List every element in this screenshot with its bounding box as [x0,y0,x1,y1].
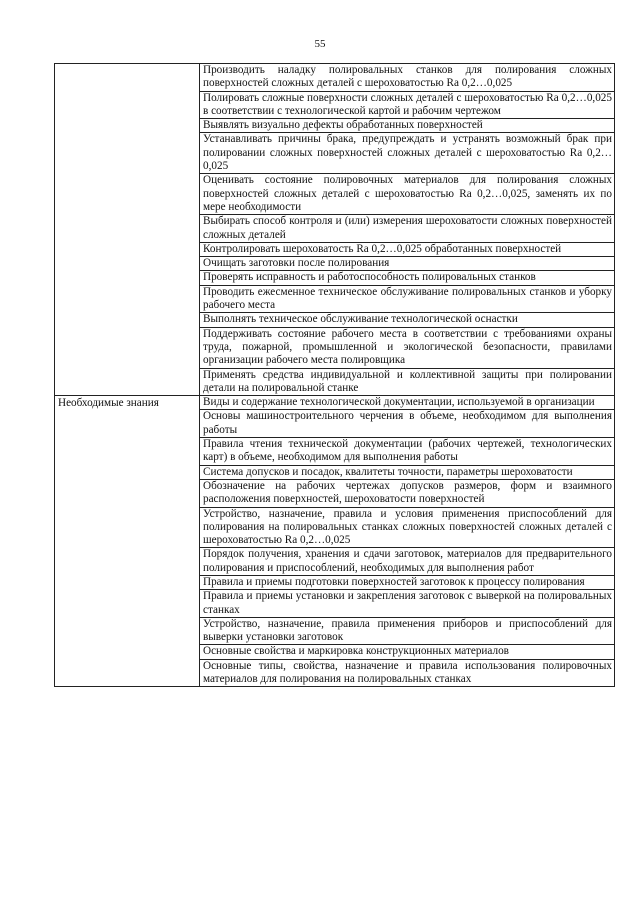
knowledge-item: Основные типы, свойства, назначение и правила использования полировочных материалов для полирования на полировальных станках [200,659,615,687]
skill-item: Устанавливать причины брака, предупреждать и устранять возможный брак при полировании сложных поверхностей сложных деталей с шероховатостью Ra 0,2…0,025 [200,133,615,174]
knowledge-item: Обозначение на рабочих чертежах допусков размеров, форм и взаимного расположения поверхностей, шероховатости поверхностей [200,479,615,507]
page-number: 55 [314,38,326,50]
skill-item: Выполнять техническое обслуживание технологической оснастки [200,313,615,327]
skill-item: Поддерживать состояние рабочего места в соответствии с требованиями охраны труда, пожарной, промышленной и экологической безопасности, правилами организации рабочего места полировщика [200,327,615,368]
knowledge-item: Правила и приемы подготовки поверхностей заготовок к процессу полирования [200,575,615,589]
skill-item: Проверять исправность и работоспособность полировальных станков [200,271,615,285]
knowledge-item: Правила чтения технической документации (рабочих чертежей, технологических карт) в объеме, необходимом для выполнения работы [200,438,615,466]
knowledge-item: Устройство, назначение, правила применения приборов и приспособлений для выверки установки заготовок [200,617,615,645]
skill-item: Выявлять визуально дефекты обработанных поверхностей [200,119,615,133]
skill-item: Оценивать состояние полировочных материалов для полирования сложных поверхностей сложных деталей с шероховатостью Ra 0,2…0,025, заменять их по мере необходимости [200,174,615,215]
knowledge-item: Основы машиностроительного черчения в объеме, необходимом для выполнения работы [200,410,615,438]
skill-item: Очищать заготовки после полирования [200,257,615,271]
knowledge-label: Необходимые знания [58,397,159,410]
table-row [55,64,615,92]
knowledge-item: Правила и приемы установки и закрепления заготовок с выверкой на полировальных станках [200,590,615,618]
knowledge-label-cell [55,396,200,687]
knowledge-item: Основные свойства и маркировка конструкционных материалов [200,645,615,659]
skill-item: Выбирать способ контроля и (или) измерения шероховатости сложных поверхностей сложных деталей [200,215,615,243]
knowledge-item: Система допусков и посадок, квалитеты точности, параметры шероховатости [200,465,615,479]
skill-item: Применять средства индивидуальной и коллективной защиты при полировании детали на полировальной станке [200,368,615,396]
knowledge-item: Порядок получения, хранения и сдачи заготовок, материалов для предварительного полирования и приспособлений, необходимых для выполнения работ [200,548,615,576]
labor-functions-table [54,63,615,687]
skill-item: Производить наладку полировальных станков для полирования сложных поверхностей сложных деталей с шероховатостью Ra 0,2…0,025 [200,64,615,92]
table-row [55,396,615,410]
knowledge-item: Устройство, назначение, правила и условия применения приспособлений для полирования на полировальных станках сложных поверхностей сложных деталей с шероховатостью Ra 0,2…0,025 [200,507,615,548]
skills-label-cell [55,64,200,396]
skill-item: Контролировать шероховатость Ra 0,2…0,025 обработанных поверхностей [200,242,615,256]
skill-item: Проводить ежесменное техническое обслуживание полировальных станков и уборку рабочего места [200,285,615,313]
skill-item: Полировать сложные поверхности сложных деталей с шероховатостью Ra 0,2…0,025 в соответствии с технологической картой и рабочим чертежом [200,91,615,119]
knowledge-item: Виды и содержание технологической документации, используемой в организации [200,396,615,410]
